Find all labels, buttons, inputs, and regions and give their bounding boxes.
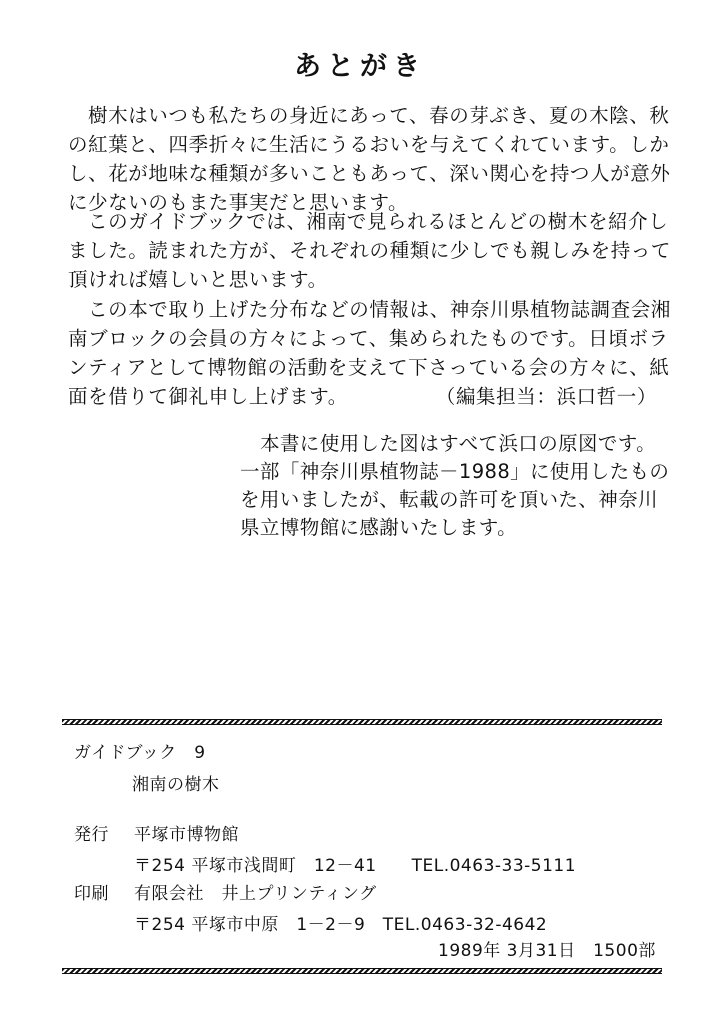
publisher-row — [74, 820, 239, 845]
printer-row — [74, 879, 377, 904]
paragraph-line — [68, 382, 668, 411]
book-title: 湘南の樹木 — [132, 775, 220, 795]
paragraph-line: ました。読まれた方が、それぞれの種類に少しでも親しみを持って — [68, 239, 672, 262]
editor-credit: （編集担当：浜口哲一） — [435, 385, 657, 408]
paragraph-line: この本で取り上げた分布などの情報は、神奈川県植物誌調査会湘 — [88, 298, 671, 321]
paragraph-line: ンティアとして博物館の活動を支えて下さっている会の方々に、紙 — [68, 356, 670, 379]
hatched-divider-top — [62, 719, 662, 725]
note-line: 県立博物館に感謝いたします。 — [240, 516, 518, 539]
hatched-divider-bottom — [62, 968, 662, 974]
paragraph-line: の紅葉と、四季折々に生活にうるおいを与えてくれています。しか — [68, 133, 670, 156]
paragraph-1 — [68, 101, 671, 217]
publisher-address: 〒254 平塚市浅間町 12－41 TEL.0463-33-5111 — [134, 856, 577, 876]
note-line: 本書に使用した図はすべて浜口の原図です。 — [260, 432, 657, 455]
printer-label: 印刷 — [74, 884, 109, 904]
illustration-note — [240, 430, 670, 542]
publication-date: 1989年 3月31日 1500部 — [438, 941, 656, 961]
publisher-name: 平塚市博物館 — [134, 825, 239, 845]
paragraph-3 — [68, 295, 671, 411]
paragraph-2 — [68, 207, 672, 294]
printer-address: 〒254 平塚市中原 1－2－9 TEL.0463-32-4642 — [134, 915, 548, 935]
publisher-label: 発行 — [74, 825, 109, 845]
paragraph-line: 頂ければ嬉しいと思います。 — [68, 268, 328, 291]
printer-name: 有限会社 井上プリンティング — [134, 884, 377, 904]
paragraph-line: 樹木はいつも私たちの身近にあって、春の芽ぶき、夏の木陰、秋 — [88, 104, 670, 127]
paragraph-line: し、花が地味な種類が多いこともあって、深い関心を持つ人が意外 — [68, 162, 671, 185]
paragraph-line: に少ないのもまた事実だと思います。 — [68, 191, 409, 214]
publisher-address-row — [74, 851, 576, 876]
printer-address-row — [74, 910, 547, 935]
note-line: 一部「神奈川県植物誌－1988」に使用したもの — [240, 460, 670, 483]
paragraph-line: このガイドブックでは、湘南で見られるほとんどの樹木を紹介し — [88, 210, 669, 233]
paragraph-line: 南ブロックの会員の方々によって、集められたものです。日頃ボラ — [68, 327, 669, 350]
paragraph-line-text: 面を借りて御礼申し上げます。 — [68, 385, 348, 408]
series-label: ガイドブック 9 — [74, 743, 206, 763]
note-line: を用いましたが、転載の許可を頂いた、神奈川 — [240, 488, 658, 511]
page-title: あとがき — [294, 51, 426, 82]
